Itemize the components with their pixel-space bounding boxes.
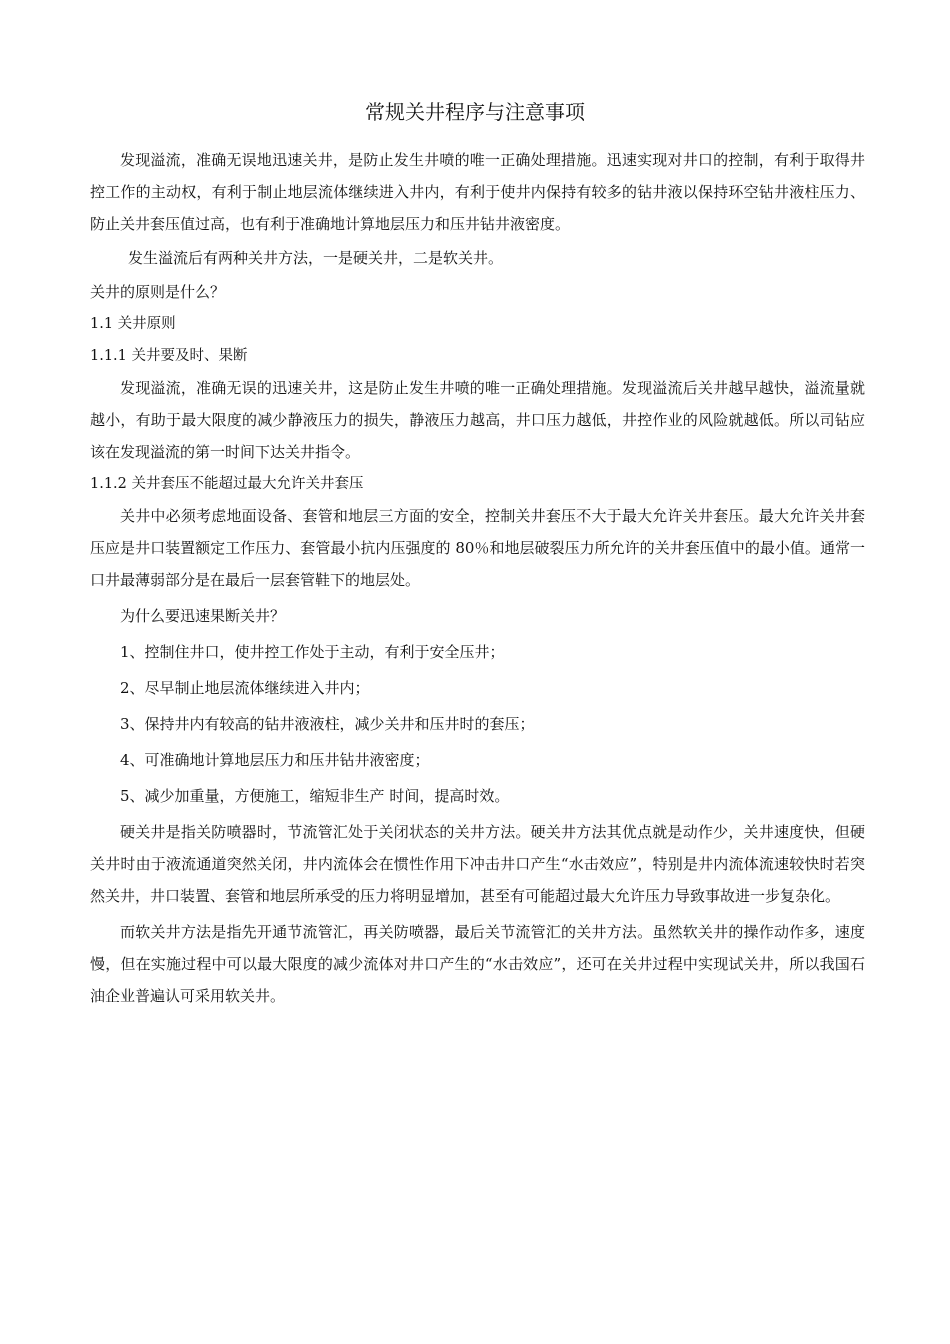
reason-item: 4、可准确地计算地层压力和压井钻井液密度； xyxy=(120,751,430,769)
reason-item: 2、尽早制止地层流体继续进入井内； xyxy=(120,679,370,697)
paragraph-soft-shut-in: 而软关井方法是指先开通节流管汇，再关防喷器，最后关节流管汇的关井方法。虽然软关井的操作动作多，速度慢，但在实施过程中可以最大限度的减少流体对井口产生的“水击效应”，还可在关井过程中实现试关井，所以我国石油企业普遍认可采用软关井。 xyxy=(90,923,865,1005)
section-heading-1-1-1: 1.1.1 关井要及时、果断 xyxy=(90,348,248,364)
reason-item: 5、减少加重量，方便施工，缩短非生产 时间，提高时效。 xyxy=(120,787,510,805)
reason-item: 3、保持井内有较高的钻井液液柱，减少关井和压井时的套压； xyxy=(120,715,535,733)
page-title: 常规关井程序与注意事项 xyxy=(365,100,585,124)
document-body xyxy=(90,144,865,1012)
section-heading-1-1: 1.1 关井原则 xyxy=(90,316,176,332)
paragraph-1-1-1: 发现溢流，准确无误的迅速关井，这是防止发生井喷的唯一正确处理措施。发现溢流后关井越早越快，溢流量就越小，有助于最大限度的减少静液压力的损失，静液压力越高，井口压力越低，井控作业的风险就越低。所以司钻应该在发现溢流的第一时间下达关井指令。 xyxy=(90,379,865,461)
reason-list xyxy=(90,636,865,812)
paragraph-1-1-2: 关井中必须考虑地面设备、套管和地层三方面的安全，控制关井套压不大于最大允许关井套压。最大允许关井套压应是井口装置额定工作压力、套管最小抗内压强度的 80％和地层破裂压力所允许的关井套压值中的最小值。通常一口井最薄弱部分是在最后一层套管鞋下的地层处。 xyxy=(90,507,865,589)
paragraph-methods: 发生溢流后有两种关井方法，一是硬关井，二是软关井。 xyxy=(128,249,504,267)
paragraph-intro: 发现溢流，准确无误地迅速关井，是防止发生井喷的唯一正确处理措施。迅速实现对井口的控制，有利于取得井控工作的主动权，有利于制止地层流体继续进入井内，有利于使井内保持有较多的钻井液以保持环空钻井液柱压力、防止关井套压值过高，也有利于准确地计算地层压力和压井钻井液密度。 xyxy=(90,151,865,233)
paragraph-hard-shut-in: 硬关井是指关防喷器时，节流管汇处于关闭状态的关井方法。硬关井方法其优点就是动作少，关井速度快，但硬关井时由于液流通道突然关闭，井内流体会在惯性作用下冲击井口产生“水击效应”，特别是井内流体流速较快时若突然关井，井口装置、套管和地层所承受的压力将明显增加，甚至有可能超过最大允许压力导致事故进一步复杂化。 xyxy=(90,823,865,905)
question-principle: 关井的原则是什么？ xyxy=(90,283,226,301)
section-heading-1-1-2: 1.1.2 关井套压不能超过最大允许关井套压 xyxy=(90,476,364,492)
question-why: 为什么要迅速果断关井？ xyxy=(120,607,286,625)
reason-item: 1、控制住井口，使井控工作处于主动，有利于安全压井； xyxy=(120,643,505,661)
